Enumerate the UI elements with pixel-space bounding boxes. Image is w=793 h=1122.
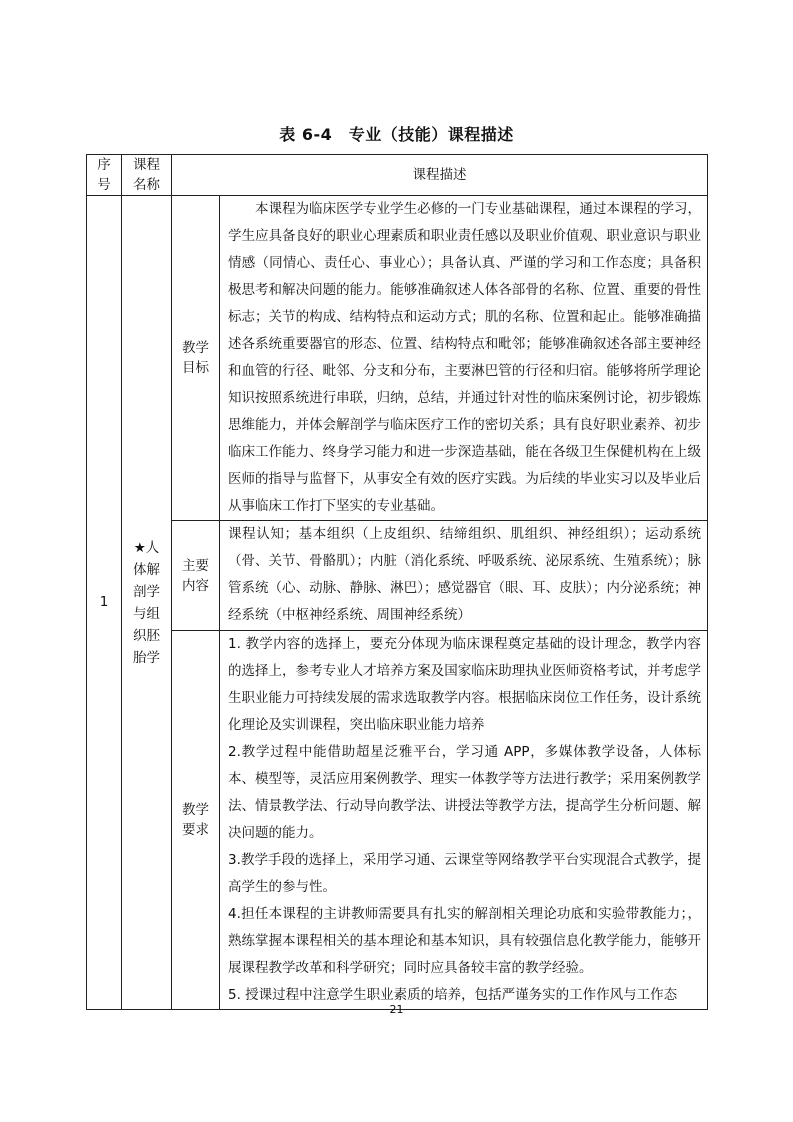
- page-number: 21: [389, 1003, 404, 1016]
- header-name: 课程名称: [122, 155, 172, 196]
- section-content-content: [220, 521, 708, 631]
- table-header-row: [87, 155, 708, 196]
- course-name: ★人体解剖学与组织胚胎学: [122, 196, 172, 1010]
- paragraph: 4.担任本课程的主讲教师需要具有扎实的解剖相关理论功底和实验带教能力；，熟练掌握本课程相关的基本理论和基本知识，具有较强信息化教学能力，能够开展课程教学改革和科学研究；同时应具备较丰富的教学经验。: [228, 906, 701, 976]
- table-row: [87, 521, 708, 631]
- paragraph: 5. 授课过程中注意学生职业素质的培养，包括严谨务实的工作作风与工作态: [228, 987, 678, 1003]
- paragraph: 1. 教学内容的选择上，要充分体现为临床课程奠定基础的设计理念，教学内容的选择上，参考专业人才培养方案及国家临床助理执业医师资格考试，并考虑学生职业能力可持续发展的需求选取教学内容。根据临床岗位工作任务，设计系统化理论及实训课程，突出临床职业能力培养: [228, 636, 701, 733]
- header-seq: 序号: [87, 155, 122, 196]
- paragraph: 2.教学过程中能借助超星泛雅平台，学习通 APP，多媒体教学设备，人体标本、模型等，灵活应用案例教学、理实一体教学等方法进行教学；采用案例教学法、情景教学法、行动导向教学法、讲授法等教学方法，提高学生分析问题、解决问题的能力。: [228, 744, 701, 841]
- section-label-requirements: 教学要求: [172, 631, 220, 1010]
- course-seq: 1: [87, 196, 122, 1010]
- table-row: [87, 631, 708, 1010]
- paragraph: 3.教学手段的选择上，采用学习通、云课堂等网络教学平台实现混合式教学，提高学生的参与性。: [228, 852, 701, 895]
- section-label-objectives: 教学目标: [172, 196, 220, 521]
- course-description-table: [86, 154, 708, 1010]
- paragraph: 本课程为临床医学专业学生必修的一门专业基础课程，通过本课程的学习，学生应具备良好的职业心理素质和职业责任感以及职业价值观、职业意识与职业情感（同情心、责任心、事业心）；具备认真、严谨的学习和工作态度；具备积极思考和解决问题的能力。能够准确叙述人体各部骨的名称、位置、重要的骨性标志；关节的构成、结构特点和运动方式；肌的名称、位置和起止。能够准确描述各系统重要器官的形态、位置、结构特点和毗邻；能够准确叙述各部主要神经和血管的行径、毗邻、分支和分布，主要淋巴管的行径和归宿。能够将所学理论知识按照系统进行串联，归纳，总结，并通过针对性的临床案例讨论，初步锻炼思维能力，并体会解剖学与临床医疗工作的密切关系；具有良好职业素养、初步临床工作能力、终身学习能力和进一步深造基础，能在各级卫生保健机构在上级医师的指导与监督下，从事安全有效的医疗实践。为后续的毕业实习以及毕业后从事临床工作打下坚实的专业基础。: [228, 201, 701, 514]
- paragraph: 课程认知；基本组织（上皮组织、结缔组织、肌组织、神经组织）；运动系统（骨、关节、骨骼肌）；内脏（消化系统、呼吸系统、泌尿系统、生殖系统）；脉管系统（心、动脉、静脉、淋巴）；感觉器官（眼、耳、皮肤）；内分泌系统；神经系统（中枢神经系统、周围神经系统）: [228, 526, 701, 623]
- section-content-objectives: [220, 196, 708, 521]
- section-content-requirements: [220, 631, 708, 1010]
- table-row: [87, 196, 708, 521]
- table-title: 表 6-4 专业（技能）课程描述: [279, 125, 514, 144]
- section-label-content: 主要内容: [172, 521, 220, 631]
- header-desc: 课程描述: [172, 155, 708, 196]
